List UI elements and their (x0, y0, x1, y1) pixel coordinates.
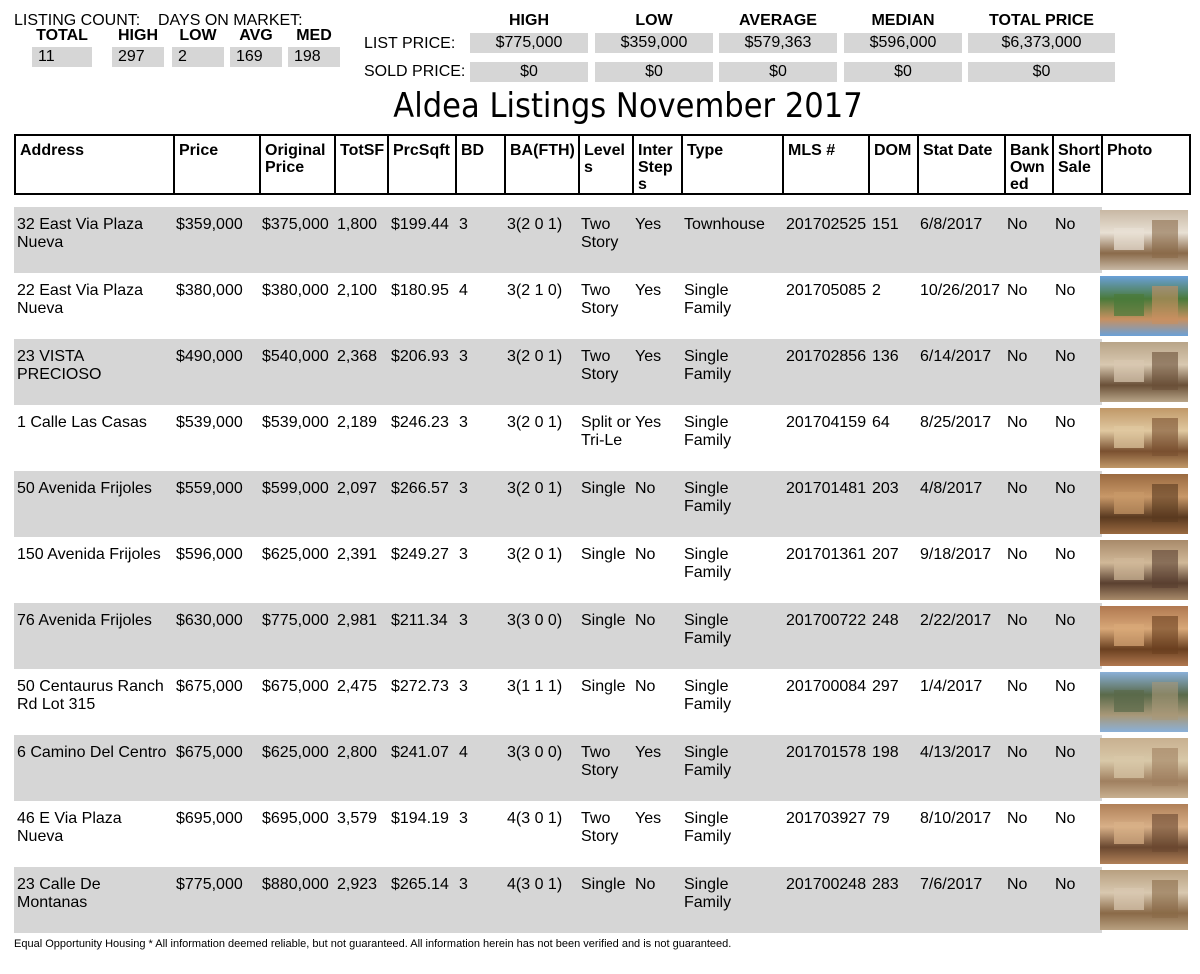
cell-short-sale: No (1055, 810, 1076, 827)
cell-prcsqft: $241.07 (391, 744, 449, 761)
cell-price: $380,000 (176, 282, 243, 299)
sold-price-low: $0 (595, 62, 713, 82)
cell-prcsqft: $246.23 (391, 414, 449, 431)
cell-prcsqft: $180.95 (391, 282, 449, 299)
cell-bank-owned: No (1007, 612, 1028, 629)
cell-dom: 136 (872, 348, 899, 365)
cell-type: Single Family (684, 414, 732, 449)
table-row (14, 801, 1102, 867)
cell-bd: 3 (459, 348, 468, 365)
cell-levels: Two Story (581, 810, 619, 845)
col-header-ba: BA(FTH) (504, 134, 578, 195)
cell-stat-date: 10/26/2017 (920, 282, 1001, 299)
col-header-intersteps: InterSteps (632, 134, 681, 195)
cell-type: Single Family (684, 744, 732, 779)
cell-address: 23 Calle De Montanas (17, 876, 101, 911)
sold-price-median: $0 (844, 62, 962, 82)
sold-price-label: SOLD PRICE: (364, 63, 466, 80)
col-header-dom: DOM (868, 134, 917, 195)
cell-prcsqft: $199.44 (391, 216, 449, 233)
interior-vigas-photo (1100, 474, 1188, 534)
table-row (14, 669, 1102, 735)
cell-dom: 198 (872, 744, 899, 761)
dom-avg-header: AVG (239, 27, 273, 44)
page-title: Aldea Listings November 2017 (393, 86, 863, 126)
cell-levels: Single (581, 546, 626, 563)
cell-prcsqft: $272.73 (391, 678, 449, 695)
cell-ba: 3(1 1 1) (507, 678, 563, 695)
cell-levels: Single (581, 480, 626, 497)
days-on-market-label: DAYS ON MARKET: (158, 12, 303, 29)
cell-original-price: $675,000 (262, 678, 329, 695)
cell-type: Single Family (684, 876, 732, 911)
cell-mls: 201704159 (786, 414, 867, 431)
cell-short-sale: No (1055, 612, 1076, 629)
list-price-average: $579,363 (719, 33, 837, 53)
cell-stat-date: 8/10/2017 (920, 810, 992, 827)
cell-intersteps: Yes (635, 216, 662, 233)
cell-dom: 297 (872, 678, 899, 695)
cell-price: $596,000 (176, 546, 243, 563)
cell-bd: 3 (459, 612, 468, 629)
cell-bd: 3 (459, 216, 468, 233)
cell-mls: 201701578 (786, 744, 867, 761)
cell-mls: 201702856 (786, 348, 867, 365)
cell-bank-owned: No (1007, 282, 1028, 299)
cell-original-price: $539,000 (262, 414, 329, 431)
cell-dom: 207 (872, 546, 899, 563)
cell-ba: 3(2 0 1) (507, 348, 563, 365)
cell-dom: 248 (872, 612, 899, 629)
col-header-address: Address (20, 142, 85, 159)
sold-price-total: $0 (968, 62, 1115, 82)
cell-levels: Two Story (581, 348, 619, 383)
list-price-low: $359,000 (595, 33, 713, 53)
cell-original-price: $599,000 (262, 480, 329, 497)
cell-bd: 3 (459, 480, 468, 497)
cell-totsf: 2,923 (337, 876, 378, 893)
cell-stat-date: 1/4/2017 (920, 678, 983, 695)
dom-high-value: 297 (112, 47, 164, 67)
cell-bank-owned: No (1007, 414, 1028, 431)
cell-address: 22 East Via Plaza Nueva (17, 282, 144, 317)
table-row (14, 207, 1102, 273)
cell-intersteps: No (635, 480, 656, 497)
dom-low-value: 2 (172, 47, 224, 67)
col-header-stat-date: Stat Date (917, 134, 1004, 195)
cell-bd: 3 (459, 546, 468, 563)
cell-price: $695,000 (176, 810, 243, 827)
cell-address: 50 Avenida Frijoles (17, 480, 152, 497)
dom-med-value: 198 (288, 47, 340, 67)
cell-bd: 3 (459, 810, 468, 827)
cell-short-sale: No (1055, 216, 1076, 233)
cell-type: Single Family (684, 348, 732, 383)
adobe-home-exterior-photo (1100, 738, 1188, 798)
cell-intersteps: Yes (635, 744, 662, 761)
cell-original-price: $775,000 (262, 612, 329, 629)
cell-price: $359,000 (176, 216, 243, 233)
cell-stat-date: 7/6/2017 (920, 876, 983, 893)
cell-ba: 3(2 0 1) (507, 546, 563, 563)
cell-original-price: $540,000 (262, 348, 329, 365)
cell-bd: 3 (459, 876, 468, 893)
cell-short-sale: No (1055, 414, 1076, 431)
sold-price-high: $0 (470, 62, 588, 82)
total-count-header: TOTAL (36, 27, 88, 44)
cell-bank-owned: No (1007, 480, 1028, 497)
listing-count-label: LISTING COUNT: (14, 12, 141, 29)
cell-address: 1 Calle Las Casas (17, 414, 147, 431)
table-row (14, 339, 1102, 405)
cell-bd: 3 (459, 678, 468, 695)
list-price-label: LIST PRICE: (364, 35, 456, 52)
interior-kitchen-photo (1100, 408, 1188, 468)
cell-bank-owned: No (1007, 546, 1028, 563)
cell-original-price: $380,000 (262, 282, 329, 299)
cell-prcsqft: $265.14 (391, 876, 449, 893)
cell-prcsqft: $211.34 (391, 612, 448, 629)
cell-address: 6 Camino Del Centro (17, 744, 167, 761)
price-total-header: TOTAL PRICE (989, 12, 1094, 29)
cell-prcsqft: $206.93 (391, 348, 449, 365)
cell-levels: Split or Tri-Le (581, 414, 631, 449)
cell-type: Single Family (684, 546, 732, 581)
cell-stat-date: 8/25/2017 (920, 414, 992, 431)
cell-bank-owned: No (1007, 348, 1028, 365)
cell-short-sale: No (1055, 480, 1076, 497)
cell-original-price: $880,000 (262, 876, 329, 893)
cell-mls: 201702525 (786, 216, 867, 233)
cell-type: Townhouse (684, 216, 765, 233)
cell-levels: Two Story (581, 744, 619, 779)
cell-address: 32 East Via Plaza Nueva (17, 216, 144, 251)
adobe-exterior-photo (1100, 276, 1188, 336)
cell-address: 23 VISTA PRECIOSO (17, 348, 102, 383)
table-row (14, 867, 1102, 933)
cell-stat-date: 6/8/2017 (920, 216, 983, 233)
cell-short-sale: No (1055, 744, 1076, 761)
price-average-header: AVERAGE (739, 12, 817, 29)
cell-mls: 201705085 (786, 282, 867, 299)
cell-type: Single Family (684, 480, 732, 515)
cell-price: $539,000 (176, 414, 243, 431)
cell-levels: Single (581, 678, 626, 695)
interior-living-room-photo (1100, 210, 1188, 270)
cell-dom: 151 (872, 216, 899, 233)
list-price-median: $596,000 (844, 33, 962, 53)
cell-levels: Single (581, 876, 626, 893)
col-header-mls: MLS # (782, 134, 868, 195)
cell-totsf: 2,368 (337, 348, 378, 365)
cell-intersteps: No (635, 678, 656, 695)
cell-levels: Two Story (581, 216, 619, 251)
col-header-short-sale: Short Sale (1052, 134, 1101, 195)
cell-totsf: 2,391 (337, 546, 378, 563)
cell-dom: 64 (872, 414, 890, 431)
cell-intersteps: No (635, 876, 656, 893)
cell-intersteps: No (635, 612, 656, 629)
dom-avg-value: 169 (230, 47, 282, 67)
list-price-total: $6,373,000 (968, 33, 1115, 53)
interior-living-photo (1100, 540, 1188, 600)
dom-med-header: MED (296, 27, 332, 44)
sold-price-average: $0 (719, 62, 837, 82)
cell-address: 50 Centaurus Ranch Rd Lot 315 (17, 678, 164, 713)
dom-high-header: HIGH (118, 27, 158, 44)
cell-totsf: 2,097 (337, 480, 378, 497)
courtyard-sculpture-photo (1100, 870, 1188, 930)
cell-totsf: 2,189 (337, 414, 378, 431)
col-header-bd: BD (455, 134, 504, 195)
cell-original-price: $625,000 (262, 744, 329, 761)
cell-bd: 4 (459, 744, 468, 761)
cell-stat-date: 6/14/2017 (920, 348, 992, 365)
cell-dom: 79 (872, 810, 890, 827)
cell-bank-owned: No (1007, 876, 1028, 893)
table-row (14, 603, 1102, 669)
cell-ba: 3(2 0 1) (507, 216, 563, 233)
price-low-header: LOW (635, 12, 673, 29)
cell-stat-date: 2/22/2017 (920, 612, 992, 629)
table-row (14, 405, 1102, 471)
cell-intersteps: Yes (635, 348, 662, 365)
cell-type: Single Family (684, 678, 732, 713)
col-header-type: Type (681, 134, 782, 195)
table-row (14, 471, 1102, 537)
cell-short-sale: No (1055, 876, 1076, 893)
cell-short-sale: No (1055, 282, 1076, 299)
col-header-prcsqft: PrcSqft (387, 134, 455, 195)
cell-mls: 201700248 (786, 876, 867, 893)
col-header-bank-owned: Bank Owned (1004, 134, 1052, 195)
price-median-header: MEDIAN (871, 12, 935, 29)
cell-mls: 201701481 (786, 480, 867, 497)
price-high-header: HIGH (509, 12, 549, 29)
cell-short-sale: No (1055, 546, 1076, 563)
cell-address: 76 Avenida Frijoles (17, 612, 152, 629)
cell-bd: 4 (459, 282, 468, 299)
interior-kiva-photo (1100, 804, 1188, 864)
cell-totsf: 3,579 (337, 810, 378, 827)
cell-price: $630,000 (176, 612, 243, 629)
col-header-levels: Levels (578, 134, 632, 195)
col-header-original-price: Original Price (259, 134, 334, 195)
cell-dom: 2 (872, 282, 881, 299)
landscape-view-photo (1100, 672, 1188, 732)
cell-stat-date: 4/8/2017 (920, 480, 983, 497)
cell-price: $490,000 (176, 348, 243, 365)
cell-intersteps: No (635, 546, 656, 563)
cell-short-sale: No (1055, 678, 1076, 695)
cell-bank-owned: No (1007, 678, 1028, 695)
cell-dom: 283 (872, 876, 899, 893)
cell-intersteps: Yes (635, 282, 662, 299)
cell-ba: 3(3 0 0) (507, 744, 563, 761)
cell-type: Single Family (684, 282, 732, 317)
cell-prcsqft: $194.19 (391, 810, 449, 827)
cell-price: $675,000 (176, 678, 243, 695)
cell-bank-owned: No (1007, 744, 1028, 761)
cell-stat-date: 4/13/2017 (920, 744, 992, 761)
cell-original-price: $695,000 (262, 810, 329, 827)
cell-ba: 3(3 0 0) (507, 612, 563, 629)
table-row (14, 735, 1102, 801)
cell-mls: 201701361 (786, 546, 867, 563)
cell-bank-owned: No (1007, 810, 1028, 827)
cell-prcsqft: $266.57 (391, 480, 449, 497)
cell-intersteps: Yes (635, 414, 662, 431)
col-header-photo: Photo (1101, 134, 1189, 195)
cell-dom: 203 (872, 480, 899, 497)
table-row (14, 537, 1102, 603)
cell-ba: 3(2 1 0) (507, 282, 563, 299)
cell-ba: 3(2 0 1) (507, 480, 563, 497)
cell-totsf: 2,800 (337, 744, 378, 761)
cell-mls: 201700722 (786, 612, 867, 629)
cell-type: Single Family (684, 810, 732, 845)
list-price-high: $775,000 (470, 33, 588, 53)
cell-ba: 4(3 0 1) (507, 876, 563, 893)
cell-address: 150 Avenida Frijoles (17, 546, 161, 563)
cell-bank-owned: No (1007, 216, 1028, 233)
cell-short-sale: No (1055, 348, 1076, 365)
col-header-totsf: TotSF (334, 134, 387, 195)
cell-totsf: 2,475 (337, 678, 378, 695)
cell-ba: 3(2 0 1) (507, 414, 563, 431)
cell-mls: 201700084 (786, 678, 867, 695)
dom-low-header: LOW (179, 27, 217, 44)
col-header-price: Price (173, 134, 259, 195)
total-count-value: 11 (32, 47, 92, 67)
cell-original-price: $375,000 (262, 216, 329, 233)
interior-beamed-photo (1100, 606, 1188, 666)
cell-mls: 201703927 (786, 810, 867, 827)
table-row (14, 273, 1102, 339)
cell-levels: Single (581, 612, 626, 629)
cell-price: $559,000 (176, 480, 243, 497)
cell-totsf: 2,981 (337, 612, 378, 629)
cell-price: $775,000 (176, 876, 243, 893)
cell-address: 46 E Via Plaza Nueva (17, 810, 122, 845)
cell-intersteps: Yes (635, 810, 662, 827)
cell-prcsqft: $249.27 (391, 546, 449, 563)
cell-totsf: 1,800 (337, 216, 378, 233)
disclaimer-footer: Equal Opportunity Housing * All information deemed reliable, but not guaranteed. All information herein has not been verified and is not guaranteed. (14, 938, 732, 950)
cell-price: $675,000 (176, 744, 243, 761)
cell-totsf: 2,100 (337, 282, 378, 299)
cell-type: Single Family (684, 612, 732, 647)
cell-stat-date: 9/18/2017 (920, 546, 992, 563)
interior-great-room-photo (1100, 342, 1188, 402)
cell-bd: 3 (459, 414, 468, 431)
cell-original-price: $625,000 (262, 546, 329, 563)
cell-ba: 4(3 0 1) (507, 810, 563, 827)
cell-levels: Two Story (581, 282, 619, 317)
